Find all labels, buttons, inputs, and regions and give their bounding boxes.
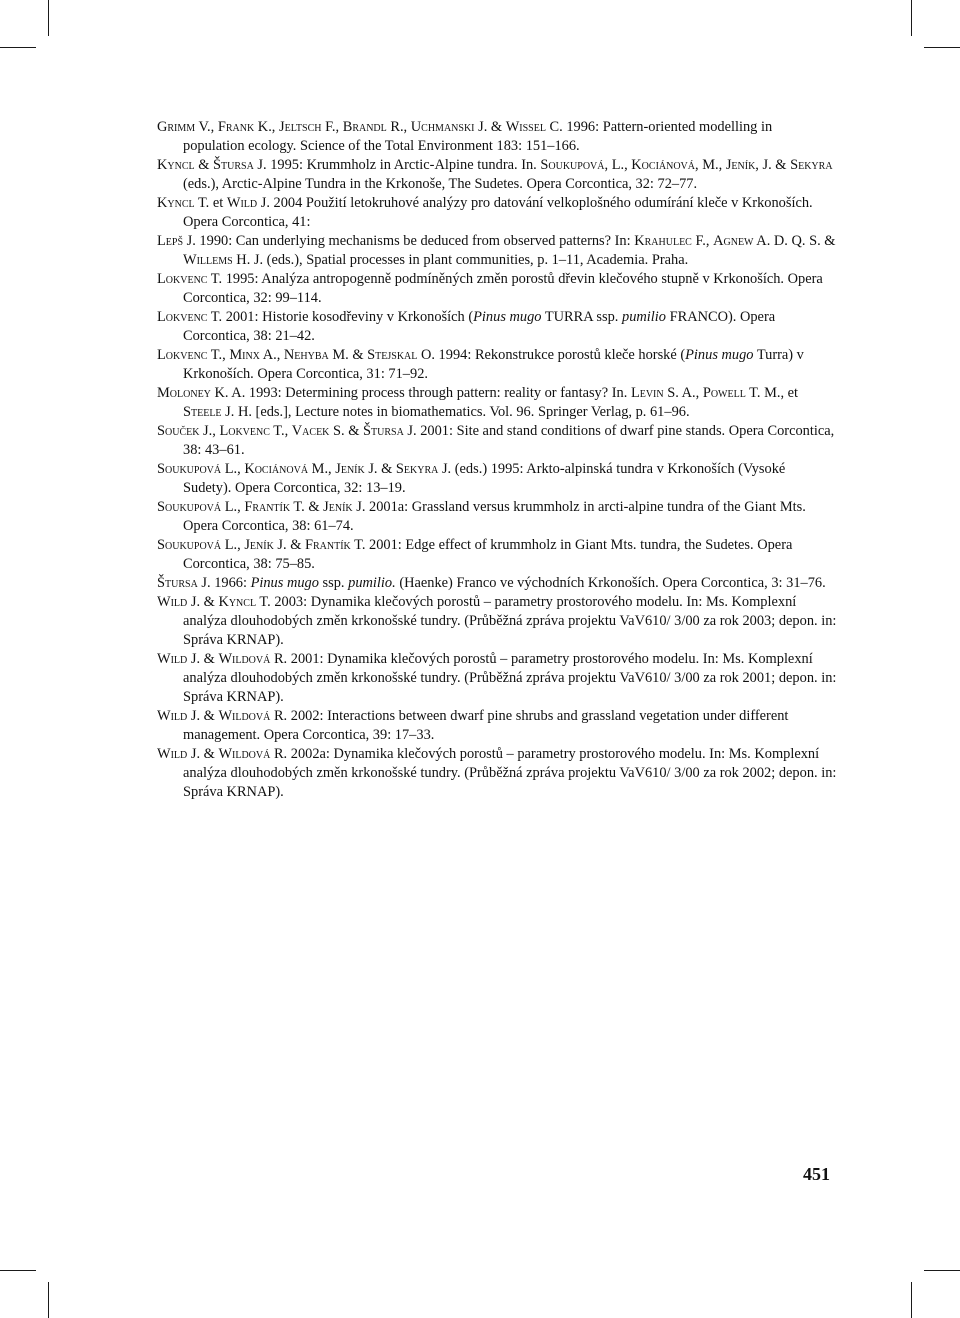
crop-mark	[924, 47, 960, 48]
crop-mark	[924, 1270, 960, 1271]
reference-text: J. &	[273, 537, 305, 553]
reference-text: T.,	[269, 423, 292, 439]
author-name: Kyncl	[157, 195, 195, 211]
author-name: Štursa	[157, 575, 198, 591]
author-name: Lokvenc	[157, 271, 208, 287]
author-name: Levin	[630, 385, 664, 401]
reference-text: M. &	[328, 347, 368, 363]
italic-text: Pinus mugo	[250, 575, 319, 591]
reference-text: J. &	[187, 651, 219, 667]
reference-text: J. &	[364, 461, 396, 477]
author-name: Štursa	[363, 423, 404, 439]
crop-mark	[48, 0, 49, 36]
reference-entry	[157, 498, 837, 536]
reference-entry	[157, 346, 837, 384]
author-name: Minx	[229, 347, 260, 363]
reference-text: L.,	[221, 499, 245, 515]
author-name: Lokvenc	[219, 423, 270, 439]
reference-text: K.,	[254, 119, 279, 135]
reference-text: J. 1966:	[197, 575, 251, 591]
author-name: Steele	[183, 404, 222, 420]
crop-mark	[0, 1270, 36, 1271]
reference-text: V.,	[195, 119, 218, 135]
reference-entry	[157, 384, 837, 422]
author-name: Kyncl	[218, 594, 257, 610]
reference-entry	[157, 574, 837, 593]
reference-text: H. J. (eds.), Spatial processes in plant communities, p. 1–11, Academia. Praha.	[232, 252, 689, 268]
reference-text: , L.,	[604, 157, 632, 173]
reference-text: J. 1990: Can underlying mechanisms be deduced from observed patterns? In:	[183, 233, 635, 249]
reference-text: J. (eds.) 1995: Arkto-alpinská tundra v Krkonoších (Vysoké Sudety). Opera Corcontica, 32: 13–19.	[183, 461, 786, 496]
author-name: Frantík	[304, 537, 351, 553]
reference-text: T. 2001: Edge effect of krummholz in Giant Mts. tundra, the Sudetes. Opera Corcontica, 38: 75–85.	[183, 537, 793, 572]
author-name: Wild	[157, 746, 188, 762]
reference-text: J. &	[187, 708, 219, 724]
author-name: Soukupová	[157, 499, 222, 515]
author-name: Lokvenc	[157, 309, 208, 325]
author-name: Wildová	[218, 708, 271, 724]
author-name: Soukupová	[157, 537, 222, 553]
reference-text: R.,	[386, 119, 411, 135]
author-name: Jeník	[244, 537, 274, 553]
author-name: Wildová	[218, 746, 271, 762]
crop-mark	[0, 47, 36, 48]
reference-text: J. &	[474, 119, 506, 135]
author-name: Jeník	[323, 499, 353, 515]
italic-text: pumilio	[622, 309, 666, 325]
reference-entry	[157, 118, 837, 156]
author-name: Moloney	[157, 385, 211, 401]
reference-text: J. 1995: Krummholz in Arctic-Alpine tundra. In.	[253, 157, 541, 173]
reference-text: J. 2001: Site and stand conditions of dwarf pine stands. Opera Corcontica, 38: 43–61.	[183, 423, 835, 458]
author-name: Wissel	[505, 119, 546, 135]
reference-entry	[157, 536, 837, 574]
page-number: 451	[803, 1164, 830, 1184]
author-name: Willems	[183, 252, 233, 268]
author-name: Vacek	[291, 423, 330, 439]
reference-text: TURRA ssp.	[541, 309, 623, 325]
author-name: Wild	[157, 594, 188, 610]
reference-entry	[157, 232, 837, 270]
reference-text: A.,	[259, 347, 284, 363]
reference-text: ssp.	[318, 575, 349, 591]
reference-entry	[157, 308, 837, 346]
author-name: Agnew	[713, 233, 754, 249]
reference-text: Turra) v Krkonoších. Opera Corcontica, 31: 71–92.	[183, 347, 804, 382]
reference-text: L.,	[221, 461, 245, 477]
crop-mark	[911, 0, 912, 36]
reference-text: K. A. 1993: Determining process through pattern: reality or fantasy? In.	[210, 385, 631, 401]
reference-text: J. H. [eds.], Lecture notes in biomathematics. Vol. 96. Springer Verlag, p. 61–96.	[221, 404, 690, 420]
reference-text: S. &	[329, 423, 363, 439]
author-name: Kociánová	[244, 461, 309, 477]
author-name: Wildová	[218, 651, 271, 667]
author-name: Jeltsch	[279, 119, 322, 135]
author-name: Grimm	[157, 119, 196, 135]
author-name: Kociánová	[631, 157, 696, 173]
reference-text: , M.,	[695, 157, 726, 173]
author-name: Lokvenc	[157, 347, 208, 363]
reference-text: M.,	[308, 461, 336, 477]
author-name: Brandl	[342, 119, 387, 135]
reference-text: R. 2002: Interactions between dwarf pine shrubs and grassland vegetation under different management. Opera Corcontica, 39: 17–33.	[183, 708, 789, 743]
author-name: Frank	[217, 119, 255, 135]
reference-entry	[157, 422, 837, 460]
reference-text: T.,	[207, 347, 230, 363]
author-name: Stejskal	[367, 347, 418, 363]
reference-text: S. A.,	[663, 385, 703, 401]
reference-entry	[157, 270, 837, 308]
reference-entry	[157, 745, 837, 802]
reference-text: F.,	[691, 233, 714, 249]
author-name: Powell	[702, 385, 746, 401]
reference-text: T. &	[290, 499, 324, 515]
reference-text: A. D. Q. S. &	[753, 233, 836, 249]
reference-text: , J. &	[755, 157, 791, 173]
author-name: Jeník	[335, 461, 365, 477]
reference-text: T. M., et	[745, 385, 799, 401]
author-name: Štursa	[213, 157, 254, 173]
author-name: Wild	[157, 651, 188, 667]
author-name: Jeník	[725, 157, 756, 173]
reference-text: J. 2004 Použití letokruhové analýzy pro datování velkoplošného odumírání kleče v Krkonoších. Opera Corcontica, 41:	[183, 195, 813, 230]
author-name: Wild	[226, 195, 258, 211]
author-name: Wild	[157, 708, 188, 724]
reference-text: O. 1994: Rekonstrukce porostů kleče horské (	[417, 347, 686, 363]
reference-text: F.,	[321, 119, 343, 135]
reference-text: R. 2001: Dynamika klečových porostů – parametry prostorového modelu. In: Ms. Komplexní analýza dlouhodobých změn krkonošské tundry. (Průběžná zpráva projektu VaV610/ 3/00 za rok 2001; depon. in: Správa KRNAP).	[183, 651, 837, 705]
author-name: Uchmanski	[410, 119, 475, 135]
italic-text: pumilio.	[348, 575, 396, 591]
reference-list	[157, 118, 837, 802]
author-name: Soukupová	[157, 461, 222, 477]
reference-entry	[157, 156, 837, 194]
author-name: Sekyra	[395, 461, 439, 477]
reference-text: J. &	[187, 594, 219, 610]
author-name: Nehyba	[283, 347, 329, 363]
reference-text: T. 1995: Analýza antropogenně podmíněných změn porostů dřevin klečového stupně v Krkonoších. Opera Corcontica, 32: 99–114.	[183, 271, 823, 306]
reference-entry	[157, 650, 837, 707]
reference-text: FRANCO). Opera Corcontica, 38: 21–42.	[183, 309, 776, 344]
author-name: Soukupová	[540, 157, 605, 173]
reference-entry	[157, 593, 837, 650]
italic-text: Pinus mugo	[685, 347, 754, 363]
reference-text: J. &	[187, 746, 219, 762]
reference-text: C. 1996: Pattern-oriented modelling in population ecology. Science of the Total Environment 183: 151–166.	[183, 119, 773, 154]
reference-text: L.,	[221, 537, 245, 553]
crop-mark	[48, 1282, 49, 1318]
author-name: Sekyra	[790, 157, 833, 173]
reference-text: T. 2001: Historie kosodřeviny v Krkonoších (	[207, 309, 474, 325]
reference-entry	[157, 707, 837, 745]
crop-mark	[911, 1282, 912, 1318]
reference-entry	[157, 460, 837, 498]
italic-text: Pinus mugo	[473, 309, 542, 325]
author-name: Kyncl	[157, 157, 195, 173]
reference-entry	[157, 194, 837, 232]
reference-text: (eds.), Arctic-Alpine Tundra in the Krkonoše, The Sudetes. Opera Corcontica, 32: 72–77.	[183, 176, 698, 192]
reference-text: &	[194, 157, 214, 173]
reference-text: (Haenke) Franco ve východních Krkonoších. Opera Corcontica, 3: 31–76.	[395, 575, 826, 591]
author-name: Krahulec	[634, 233, 692, 249]
author-name: Frantík	[244, 499, 291, 515]
author-name: Lepš	[157, 233, 184, 249]
author-name: Souček	[157, 423, 200, 439]
reference-text: R. 2002a: Dynamika klečových porostů – parametry prostorového modelu. In: Ms. Komplexní analýza dlouhodobých změn krkonošské tundry. (Průběžná zpráva projektu VaV610/ 3/00 za rok 2002; depon. in: Správa KRNAP).	[183, 746, 837, 800]
reference-text: T. 2003: Dynamika klečových porostů – parametry prostorového modelu. In: Ms. Komplexní analýza dlouhodobých změn krkonošské tundry. (Průběžná zpráva projektu VaV610/ 3/00 za rok 2003; depon. in: Správa KRNAP).	[183, 594, 837, 648]
reference-text: J. 2001a: Grassland versus krummholz in arcti-alpine tundra of the Giant Mts. Opera Corcontica, 38: 61–74.	[183, 499, 806, 534]
reference-text: T. et	[194, 195, 227, 211]
reference-text: J.,	[199, 423, 220, 439]
